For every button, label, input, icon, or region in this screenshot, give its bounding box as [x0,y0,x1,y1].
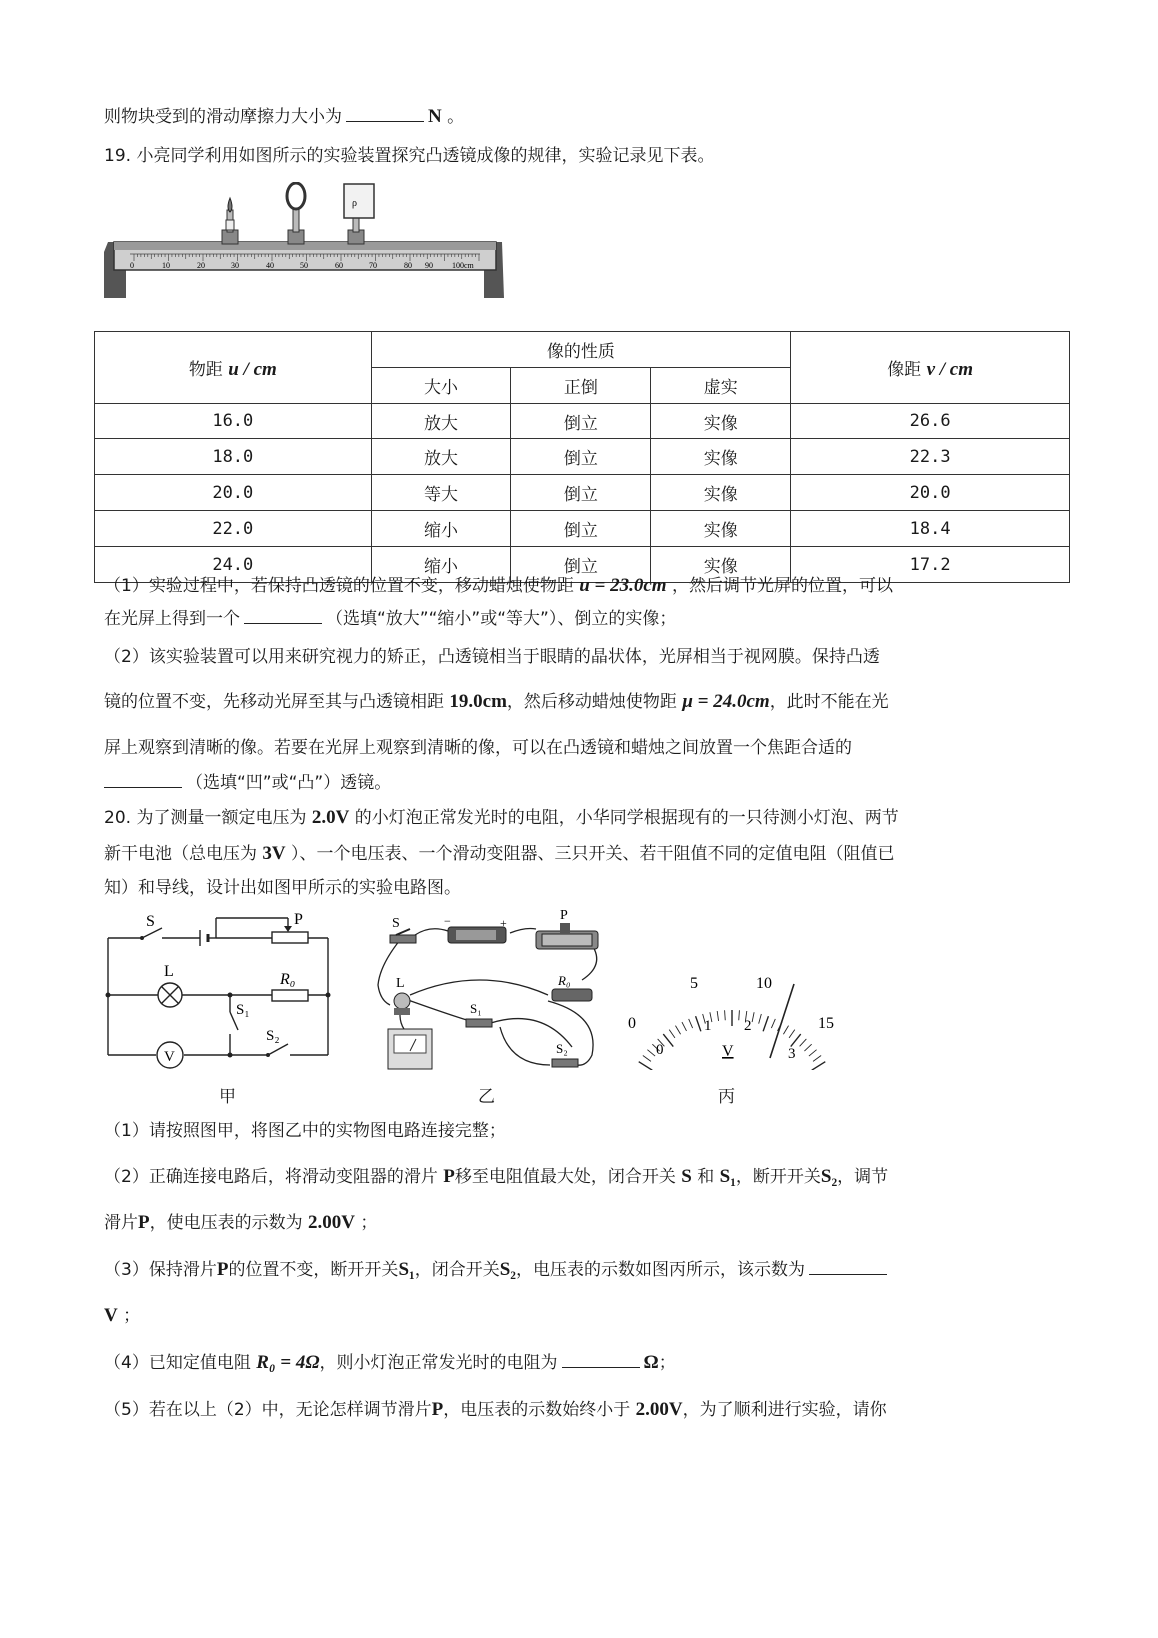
photo-P-label: P [560,908,568,923]
dial-tick [689,1019,693,1028]
physical-circuit-figure [360,905,610,1080]
table-row: 20.0 等大 倒立 实像 20.0 [95,475,1070,511]
q20-part5: （5）若在以上（2）中，无论怎样调节滑片P，电压表的示数始终小于 2.00V，为了顺利进行实验，请你 [104,1399,887,1420]
dial-tick [759,1014,762,1024]
table-row: 16.0 放大 倒立 实像 26.6 [95,404,1070,439]
q19-part2-line3: 屏上观察到清晰的像。若要在光屏上观察到清晰的像，可以在凸透镜和蜡烛之间放置一个焦距合适的 [104,738,852,758]
svg-text:−: − [444,914,451,928]
header-orientation: 正倒 [511,368,651,404]
question-20-line1: 20. 为了测量一额定电压为 2.0V 的小灯泡正常发光时的电阻，小华同学根据现有的一只待测小灯泡、两节 [104,807,899,828]
dial-tick [739,1010,740,1020]
question-20-line2: 新干电池（总电压为 3V ）、一个电压表、一个滑动变阻器、三只开关、若干阻值不同的定值电阻（阻值已 [104,843,895,864]
convex-lens [287,183,305,244]
tick-label: 40 [266,261,274,270]
answer-blank[interactable] [562,1353,640,1368]
dial-outer-label: 15 [818,1015,834,1032]
q20-part1: （1）请按照图甲，将图乙中的实物图电路连接完整； [104,1121,506,1141]
q20-part3-line2: V ； [104,1305,141,1326]
dial-outer-label: 10 [756,975,772,992]
dial-tick [752,1012,754,1022]
dial-tick [669,1030,675,1038]
tick-label: 50 [300,261,308,270]
dial-tick [804,1044,811,1051]
figure-label-yi: 乙 [478,1087,495,1107]
circuit-junction-dots [106,936,331,1058]
lens-data-table [94,331,1070,583]
dial-tick [763,1016,768,1031]
switch-S1-label: S₁ [236,1002,250,1018]
header-real-virtual: 虚实 [651,368,791,404]
answer-blank[interactable] [809,1260,887,1275]
q20-part2-line1: （2）正确连接电路后，将滑动变阻器的滑片 P移至电阻值最大处，闭合开关 S 和 S₁，断开开关S₂，调节 [104,1166,889,1187]
dial-tick [725,1010,726,1020]
tick-label: 10 [162,261,170,270]
dial-tick [639,1062,653,1070]
dial-inner-label: 3 [788,1046,796,1062]
q19-part2-line4: （选填“凹”或“凸”）透镜。 [104,772,391,794]
dial-tick [663,1034,673,1046]
voltmeter-dial-figure [622,970,842,1070]
candle [222,198,238,244]
tick-label: 90 [425,261,433,270]
table-row: 22.0 缩小 倒立 实像 18.4 [95,511,1070,547]
dial-tick [800,1039,807,1046]
dial-tick [696,1016,701,1031]
q20-part4: （4）已知定值电阻 R₀ = 4Ω，则小灯泡正常发光时的电阻为 Ω； [104,1352,676,1373]
q19-part1-line2: 在光屏上得到一个 （选填“放大”“缩小”或“等大”）、倒立的实像； [104,609,677,629]
dial-inner-label: 1 [704,1018,712,1034]
dial-inner-label: 0 [656,1042,664,1058]
dial-tick [717,1011,718,1021]
circuit-diagram [100,910,340,1070]
switch-S-label: S [146,913,155,930]
q20-part2-line2: 滑片P，使电压表的示数为 2.00V ； [104,1212,378,1233]
header-object-distance: 物距 u / cm [95,332,372,404]
dial-tick [783,1026,788,1035]
q19-part1-line1: （1）实验过程中，若保持凸透镜的位置不变，移动蜡烛使物距 u = 23.0cm ，然后调节光屏的位置，可以 [104,575,893,596]
dial-tick [647,1050,655,1056]
voltmeter-V-label: V [164,1049,175,1065]
dial-tick [791,1034,801,1046]
dial-tick [789,1030,795,1038]
photo-L-label: L [396,976,405,991]
tick-label: 30 [231,261,239,270]
resistor-R0-label: R₀ [280,971,296,988]
lamp-L-label: L [164,963,174,980]
friction-question-line: 则物块受到的滑动摩擦力大小为 N 。 [104,106,465,127]
dial-ticks [639,1010,826,1070]
photo-S2-label: S₂ [556,1041,568,1056]
dial-inner-label: 2 [744,1018,752,1034]
figure-label-bing: 丙 [718,1087,735,1107]
photo-S1-label: S₁ [470,1001,482,1016]
photo-S-label: S [392,916,400,931]
dial-unit-label: V [722,1043,734,1060]
tick-label: 100cm [452,261,474,270]
answer-blank[interactable] [346,107,424,122]
tick-label: 60 [335,261,343,270]
dial-tick [812,1062,826,1070]
dial-tick [643,1056,651,1062]
photo-R0-label: R₀ [558,973,571,988]
tick-label: 20 [197,261,205,270]
q19-part2-line1: （2）该实验装置可以用来研究视力的矫正，凸透镜相当于眼睛的晶状体，光屏相当于视网膜。保持凸透 [104,647,880,667]
question-20-line3: 知）和导线，设计出如图甲所示的实验电路图。 [104,878,461,898]
dial-tick [813,1056,821,1062]
dial-tick [771,1019,775,1028]
light-screen [344,184,374,244]
dial-outer-label: 5 [690,975,698,992]
tick-label: 70 [369,261,377,270]
figure-label-jia: 甲 [219,1087,236,1107]
answer-blank[interactable] [104,773,182,788]
table-row: 18.0 放大 倒立 实像 22.3 [95,439,1070,475]
question-19: 19. 小亮同学利用如图所示的实验装置探究凸透镜成像的规律，实验记录见下表。 [104,146,715,166]
optical-bench-figure [100,182,510,300]
table-row: 24.0 缩小 倒立 实像 17.2 [95,547,1070,583]
svg-text:ρ: ρ [352,198,357,209]
dial-tick [675,1026,680,1035]
tick-label: 0 [130,261,134,270]
header-image-distance: 像距 v / cm [791,332,1070,404]
dial-tick [682,1022,687,1031]
tick-label: 80 [404,261,412,270]
svg-text:+: + [500,916,507,930]
slider-P-label: P [294,911,303,928]
dial-outer-label: 0 [628,1015,636,1032]
header-image-nature: 像的性质 [371,332,791,368]
dial-tick [809,1050,817,1056]
switch-S2-label: S₂ [266,1028,280,1044]
answer-blank[interactable] [244,609,322,624]
q19-part2-line2: 镜的位置不变，先移动光屏至其与凸透镜相距 19.0cm，然后移动蜡烛使物距 μ = 24.0cm，此时不能在光 [104,691,889,712]
q20-part3-line1: （3）保持滑片P的位置不变，断开开关S₁，闭合开关S₂，电压表的示数如图丙所示，该示数为 [104,1259,891,1281]
header-size: 大小 [371,368,511,404]
